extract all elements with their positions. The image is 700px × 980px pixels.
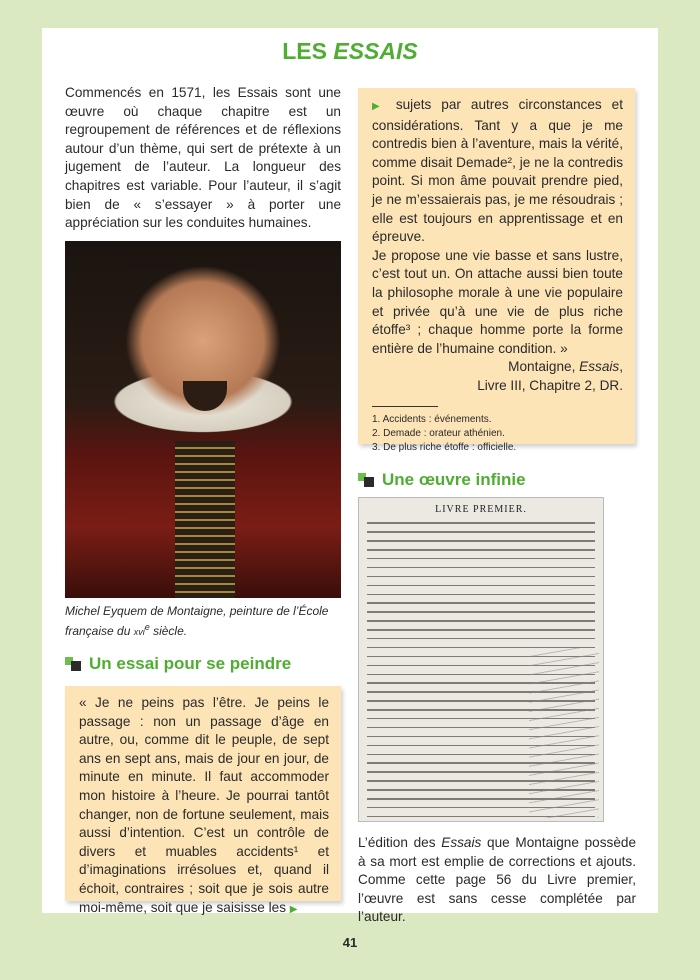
quote-box-continuation	[358, 88, 635, 453]
quote-text: « Je ne peins pas l’être. Je peins le passage : non un passage d’âge en autre, ou, comme dit le peuple, de sept ans en sept ans, mais de jour en jour, de minute en minute. Il faut accommoder mon histoire à l’heure. Je pourrai tantôt changer, non de fortune seulement, mais aussi d’intention. C’est un contrôle de divers et muables accidents¹ et d’imaginations irrésolues et, quand il échoit, contraires ; soit que je sois autre moi-même, soit que je saisisse les	[79, 695, 329, 915]
montaigne-portrait	[65, 241, 341, 598]
quote-signature: Montaigne, Essais, Livre III, Chapitre 2, DR.	[477, 359, 623, 393]
section-square-icon	[65, 657, 83, 671]
section-heading-peindre: Un essai pour se peindre	[65, 654, 291, 674]
continue-arrow-icon: ▶	[372, 101, 386, 112]
continue-arrow-icon: ▶	[289, 903, 298, 915]
footnote-divider	[372, 406, 438, 407]
quote-text-2: Je propose une vie basse et sans lustre, c’est tout un. On attache aussi bien toute la philosophe morale à une vie populaire et privée qu’à une vie de plus riche étoffe³ ; chaque homme porte la forme entière de l’humaine condition. »	[372, 247, 623, 356]
page-number: 41	[342, 935, 358, 950]
manuscript-description: L’édition des Essais que Montaigne possède à sa mort est emplie de corrections et ajouts. Comme cette page 56 du Livre premier, l’œuvre est sans cesse complétée par l’auteur.	[358, 835, 637, 925]
handwritten-annotations	[529, 648, 599, 818]
section-heading-oeuvre: Une œuvre infinie	[358, 470, 526, 490]
footnote: 3. De plus riche étoffe : officielle.	[372, 441, 517, 453]
footnote: 2. Demade : orateur athénien.	[372, 427, 505, 439]
page-title: LES ESSAIS	[282, 38, 418, 64]
portrait-caption: Michel Eyquem de Montaigne, peinture de l’École française du xvi$^e$ siècle.	[65, 604, 329, 638]
quote-text-1: sujets par autres circonstances et considérations. Tant y a que je me contredis bien à l’aventure, mais la vérité, comme disait Demade², je ne la contredis point. Si mon âme pouvait prendre pied, je ne m’essaierais pas, je me résoudrais ; elle est toujours en apprentissage et en épreuve.	[372, 97, 623, 245]
intro-paragraph: Commencés en 1571, les Essais sont une œuvre où chaque chapitre est un regroupement de références et de réflexions autour d’un thème, qui sert de prétexte à un jugement de l’auteur. La longueur des chapitres est variable. Pour l’auteur, il s’agit bien de « s’essayer » à porter une appréciation sur les conduites humaines.	[65, 85, 341, 231]
section-square-icon	[358, 473, 376, 487]
quote-box-peindre	[65, 686, 341, 915]
footnote: 1. Accidents : événements.	[372, 413, 492, 425]
annotated-manuscript-image: LIVRE PREMIER.	[358, 497, 604, 822]
